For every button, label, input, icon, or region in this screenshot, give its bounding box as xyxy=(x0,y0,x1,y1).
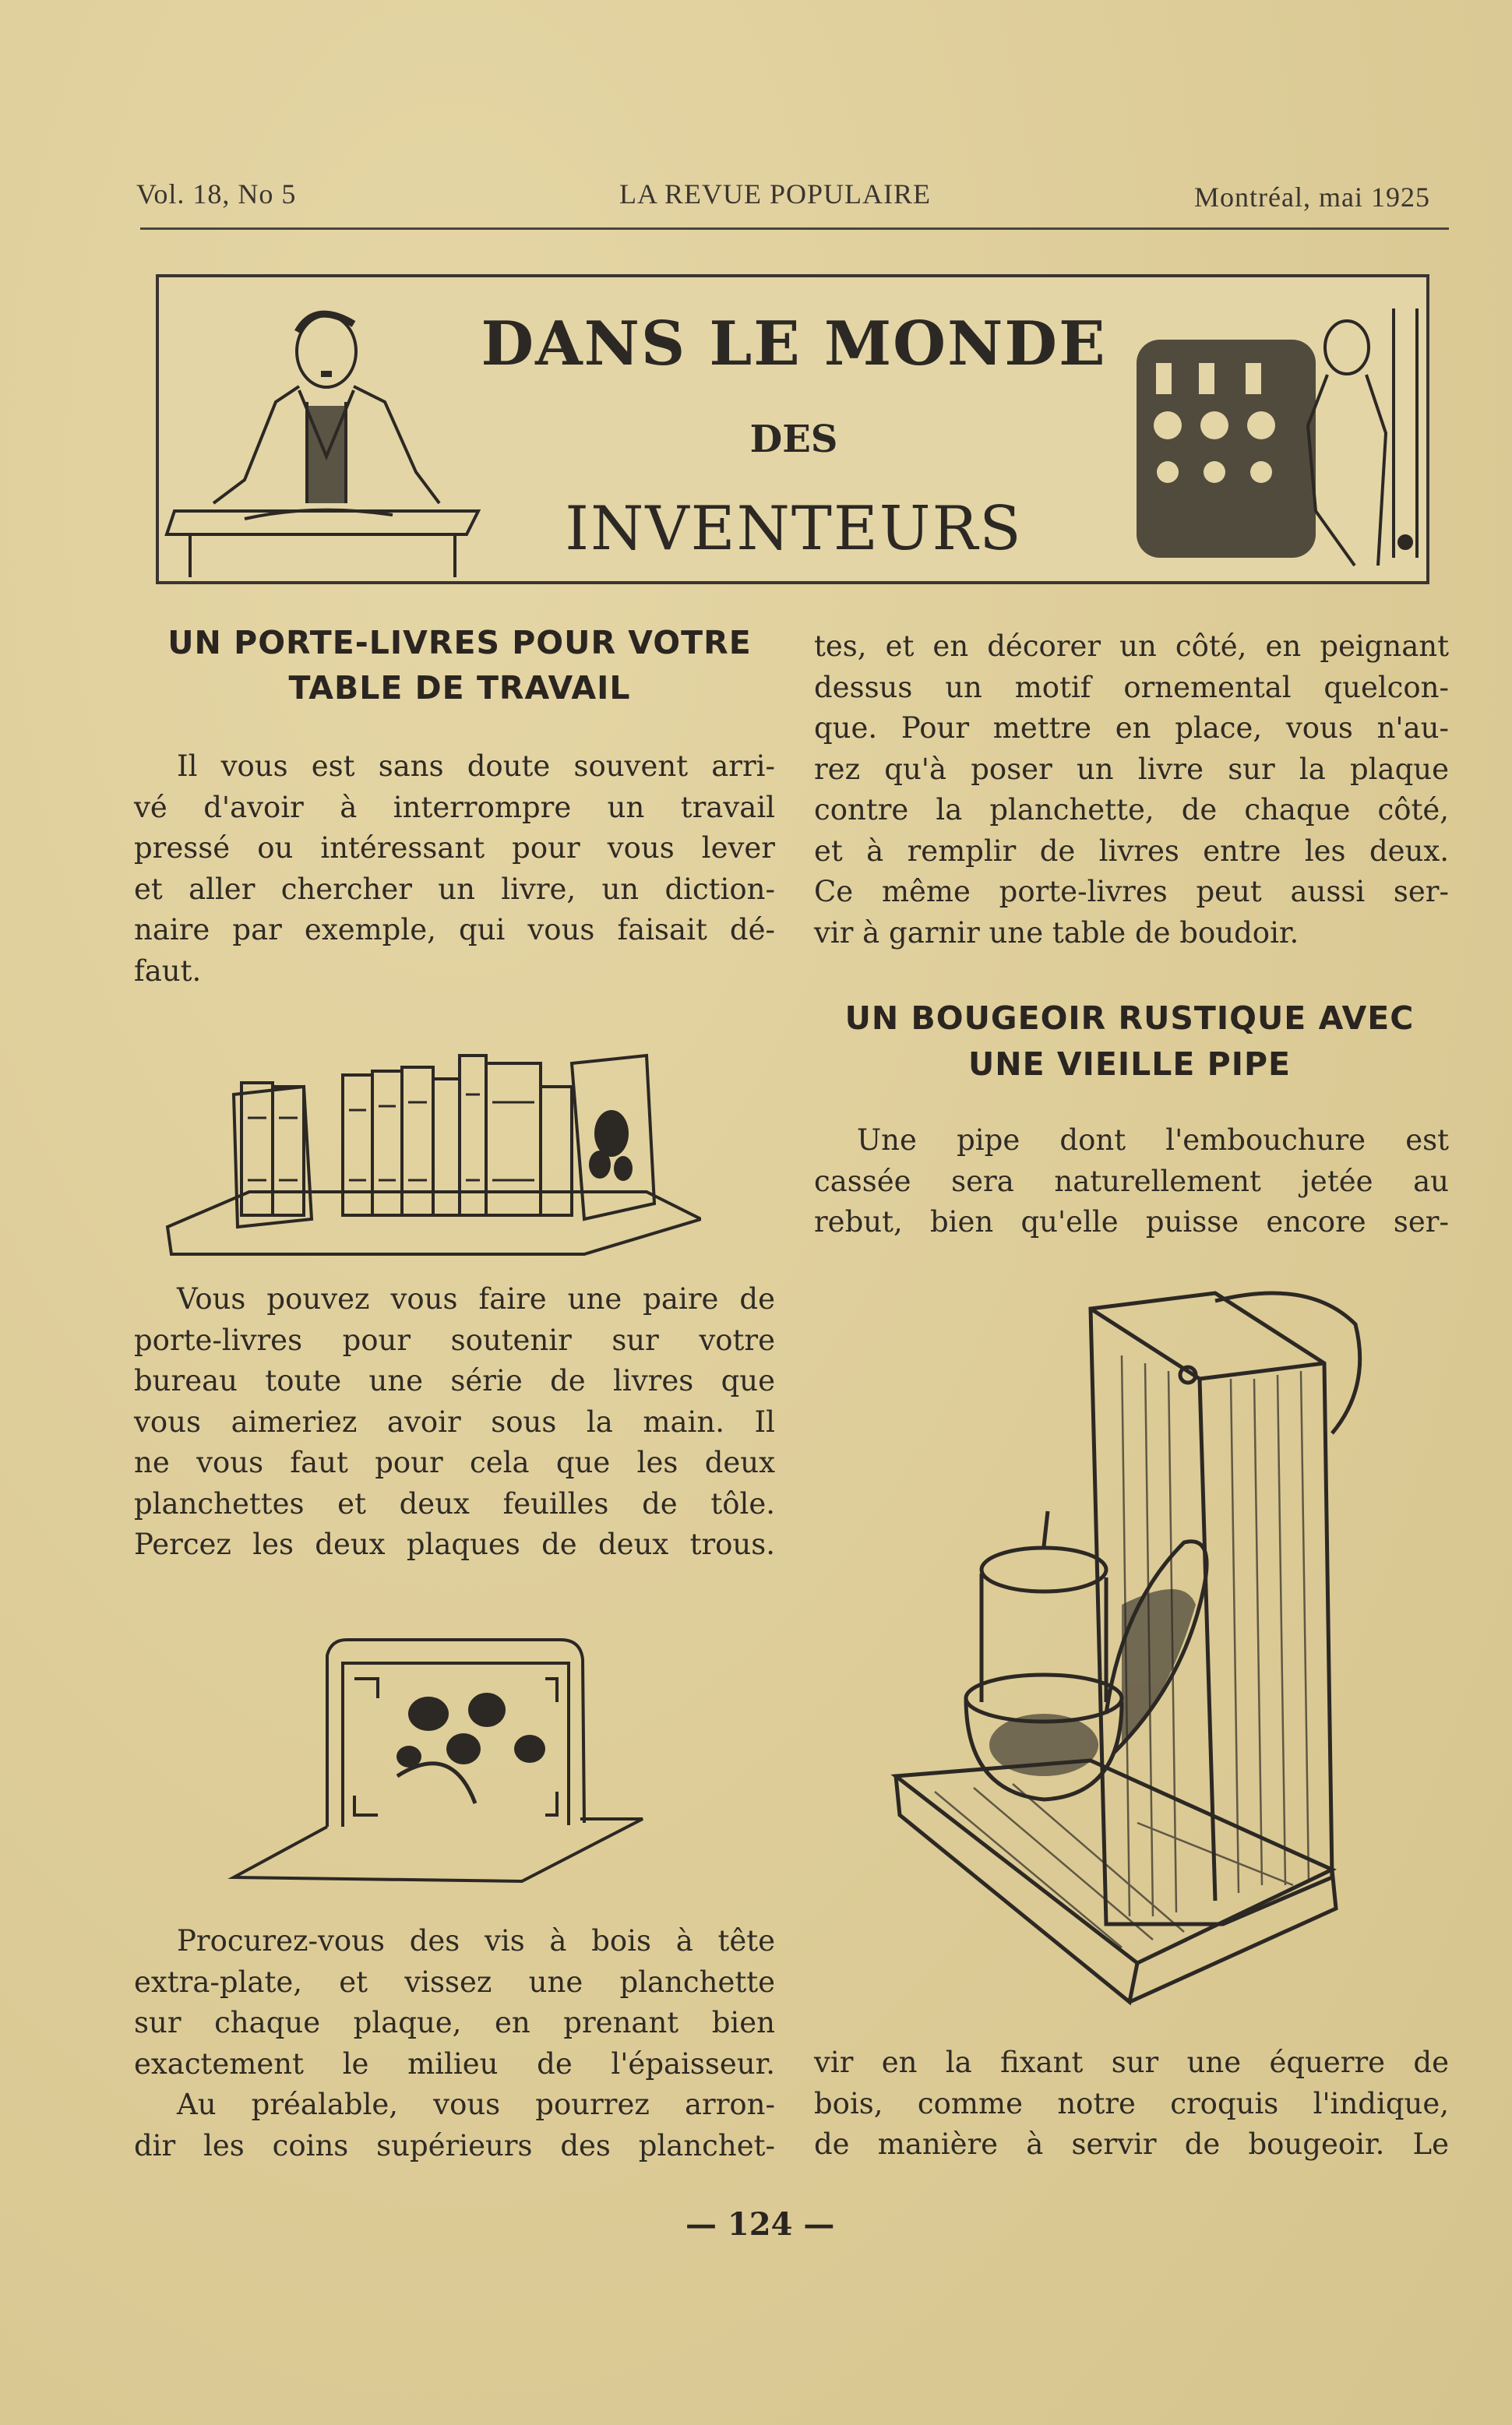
article1-title-line1: UN PORTE-LIVRES POUR VOTRE xyxy=(167,624,752,661)
text-line: bureau toute une série de livres que xyxy=(134,1364,775,1398)
article2-paragraph2 xyxy=(814,2043,1449,2166)
text-line: tes, et en décorer un côté, en peignant xyxy=(814,629,1449,663)
banner-title-line1: DANS LE MONDE xyxy=(481,308,1107,379)
pipe-candlestick-illustration xyxy=(888,1278,1371,2025)
text-line: Ce même porte-livres peut aussi ser- xyxy=(814,875,1449,908)
banner-title-line2: DES xyxy=(749,418,838,461)
section-banner xyxy=(156,274,1429,584)
text-line: extra-plate, et vissez une planchette xyxy=(134,1965,775,1999)
text-line: cassée sera naturellement jetée au xyxy=(814,1164,1449,1198)
text-line: contre la planchette, de chaque côté, xyxy=(814,793,1449,827)
text-line: vous aimeriez avoir sous la main. Il xyxy=(134,1405,775,1439)
text-line: et à remplir de livres entre les deux. xyxy=(814,834,1449,868)
single-bookend-illustration xyxy=(218,1624,654,1889)
text-line: Vous pouvez vous faire une paire de xyxy=(177,1282,775,1316)
article2-paragraph1 xyxy=(814,1120,1449,1243)
text-line: planchettes et deux feuilles de tôle. xyxy=(134,1486,775,1521)
banner-title-line3: INVENTEURS xyxy=(565,494,1023,564)
text-line: Procurez-vous des vis à bois à tête xyxy=(177,1924,775,1958)
text-line: que. Pour mettre en place, vous n'au- xyxy=(814,711,1449,745)
text-line: vir en la fixant sur une équerre de xyxy=(814,2046,1449,2079)
article1-paragraph1 xyxy=(134,746,775,992)
article1-title-line2: TABLE DE TRAVAIL xyxy=(288,669,631,707)
text-line: dessus un motif ornemental quelcon- xyxy=(814,670,1449,704)
bookends-with-books-illustration xyxy=(164,1032,701,1266)
article2-title-line1: UN BOUGEOIR RUSTIQUE AVEC xyxy=(844,999,1415,1037)
text-line: pressé ou intéressant pour vous lever xyxy=(134,831,775,865)
text-line: porte-livres pour soutenir sur votre xyxy=(134,1323,775,1357)
text-line: de manière à servir de bougeoir. Le xyxy=(814,2127,1449,2161)
text-line: vé d'avoir à interrompre un travail xyxy=(134,790,775,824)
article2-title-line2: UNE VIEILLE PIPE xyxy=(967,1045,1292,1083)
header-rule xyxy=(140,227,1449,230)
text-line: sur chaque plaque, en prenant bien xyxy=(134,2006,775,2039)
inventor-at-switchboard-illustration xyxy=(1121,308,1425,581)
publication-title: LA REVUE POPULAIRE xyxy=(619,178,932,210)
inventor-at-desk-illustration xyxy=(159,277,486,581)
text-line: rez qu'à poser un livre sur la plaque xyxy=(814,752,1449,786)
text-line: rebut, bien qu'elle puisse encore ser- xyxy=(814,1205,1449,1239)
text-line: Percez les deux plaques de deux trous. xyxy=(134,1528,775,1561)
place-date: Montréal, mai 1925 xyxy=(1194,182,1430,213)
text-line: faut. xyxy=(134,953,202,988)
text-line: bois, comme notre croquis l'indique, xyxy=(814,2086,1449,2120)
volume-number: Vol. 18, No 5 xyxy=(136,178,297,210)
text-line: Au préalable, vous pourrez arron- xyxy=(177,2088,775,2121)
article1-paragraph4 xyxy=(134,2085,775,2166)
text-line: naire par exemple, qui vous faisait dé- xyxy=(134,913,775,946)
text-line: exactement le milieu de l'épaisseur. xyxy=(134,2046,775,2081)
text-line: ne vous faut pour cela que les deux xyxy=(134,1446,775,1479)
text-line: Une pipe dont l'embouchure est xyxy=(857,1123,1449,1157)
page-number: — 124 — xyxy=(686,2206,835,2243)
text-line: dir les coins supérieurs des planchet- xyxy=(134,2128,775,2162)
article1-paragraph2 xyxy=(134,1279,775,1566)
text-line: Il vous est sans doute souvent arri- xyxy=(177,749,775,783)
article1-paragraph3 xyxy=(134,1921,775,2085)
text-line: et aller chercher un livre, un diction- xyxy=(134,872,775,906)
text-line: vir à garnir une table de boudoir. xyxy=(814,915,1299,950)
article1-continuation xyxy=(814,626,1449,953)
